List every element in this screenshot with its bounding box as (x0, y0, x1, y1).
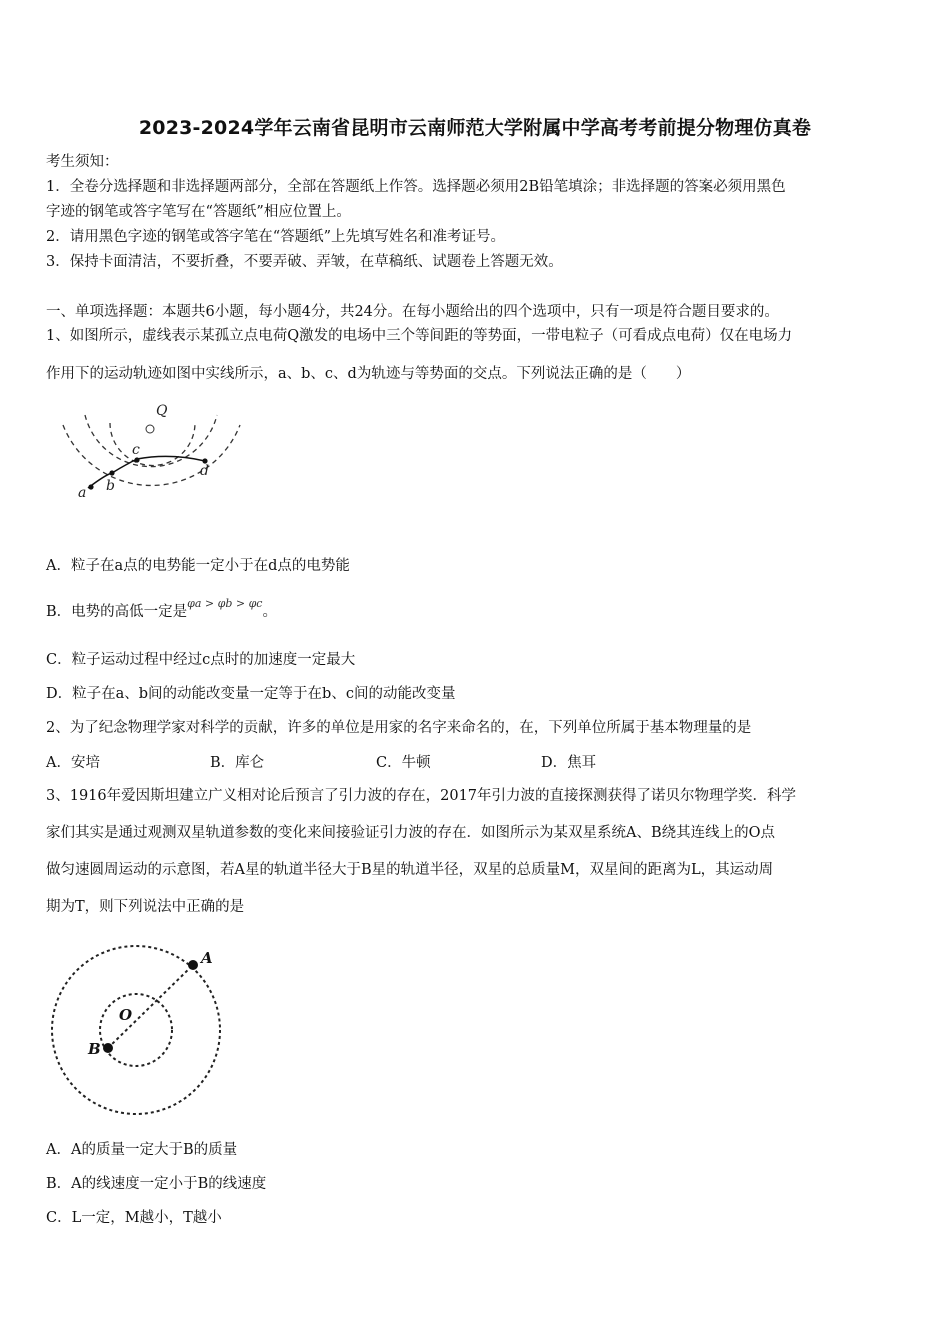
q3-stem-line-4: 期为T，则下列说法中正确的是 (46, 899, 245, 915)
exam-title: 2023-2024学年云南省昆明市云南师范大学附属中学高考考前提分物理仿真卷 (138, 117, 812, 139)
notice-heading: 考生须知： (46, 154, 119, 170)
q1-option-c: C．粒子运动过程中经过c点时的加速度一定最大 (46, 652, 356, 668)
q1-option-b-suffix: 。 (262, 604, 277, 620)
q3-option-c: C．L一定，M越小，T越小 (46, 1210, 222, 1226)
q3-stem-line-2: 家们其实是通过观测双星轨道参数的变化来间接验证引力波的存在．如图所示为某双星系统A、B绕其连线上的O点 (46, 825, 776, 841)
orbit-b (100, 994, 172, 1066)
point-q (146, 425, 154, 433)
q2-stem: 2、为了纪念物理学家对科学的贡献，许多的单位是用家的名字来命名的，在，下列单位所属于基本物理量的是 (46, 720, 752, 736)
label-b: B (88, 1040, 101, 1058)
q2-option-c: C．牛顿 (376, 755, 431, 771)
q1-option-b-prefix: B．电势的高低一定是 (46, 604, 188, 620)
label-b: b (106, 478, 115, 494)
section-1-heading: 一、单项选择题：本题共6小题，每小题4分，共24分。在每小题给出的四个选项中，只有一项是符合题目要求的。 (46, 304, 779, 320)
label-c: c (132, 442, 140, 458)
point-c (134, 457, 139, 462)
point-b (109, 470, 114, 475)
point-a (88, 484, 93, 489)
q1-option-b (46, 597, 916, 623)
notice-item-2: 2．请用黑色字迹的钢笔或答字笔在“答题纸”上先填写姓名和准考证号。 (46, 229, 506, 245)
q2-option-b: B．库仑 (210, 755, 265, 771)
q3-stem-line-1: 3、1916年爱因斯坦建立广义相对论后预言了引力波的存在，2017年引力波的直接探测获得了诺贝尔物理学奖．科学 (46, 788, 797, 804)
q1-stem-line-2: 作用下的运动轨迹如图中实线所示，a、b、c、d为轨迹与等势面的交点。下列说法正确的是（ ） (46, 366, 691, 382)
q1-option-b-formula: φa > φb > φc (187, 597, 263, 610)
label-o: O (119, 1006, 133, 1024)
equipotential-inner (110, 423, 195, 465)
label-q: Q (156, 403, 168, 419)
star-b (103, 1043, 113, 1053)
equipotential-outer (63, 425, 240, 485)
notice-item-1-line-2: 字迹的钢笔或答字笔写在“答题纸”相应位置上。 (46, 204, 351, 220)
notice-item-1-line-1: 1．全卷分选择题和非选择题两部分，全部在答题纸上作答。选择题必须用2B铅笔填涂；非选择题的答案必须用黑色 (46, 179, 786, 195)
orbit-a (52, 946, 220, 1114)
q2-option-d: D．焦耳 (541, 755, 597, 771)
q1-stem-line-1: 1、如图所示，虚线表示某孤立点电荷Q激发的电场中三个等间距的等势面，一带电粒子（可看成点电荷）仅在电场力 (46, 328, 793, 344)
q1-figure (55, 395, 255, 515)
q3-stem-line-3: 做匀速圆周运动的示意图，若A星的轨道半径大于B星的轨道半径，双星的总质量M，双星间的距离为L，其运动周 (46, 862, 774, 878)
label-a: a (78, 485, 87, 501)
star-a (188, 960, 198, 970)
q1-option-a: A．粒子在a点的电势能一定小于在d点的电势能 (46, 558, 350, 574)
label-d: d (200, 463, 209, 479)
q1-option-d: D．粒子在a、b间的动能改变量一定等于在b、c间的动能改变量 (46, 686, 456, 702)
q3-option-b: B．A的线速度一定小于B的线速度 (46, 1176, 267, 1192)
q3-figure (40, 930, 240, 1115)
q2-option-a: A．安培 (46, 755, 100, 771)
q3-option-a: A．A的质量一定大于B的质量 (46, 1142, 238, 1158)
notice-item-3: 3．保持卡面清洁，不要折叠，不要弄破、弄皱，在草稿纸、试题卷上答题无效。 (46, 254, 563, 270)
label-a: A (201, 949, 213, 967)
